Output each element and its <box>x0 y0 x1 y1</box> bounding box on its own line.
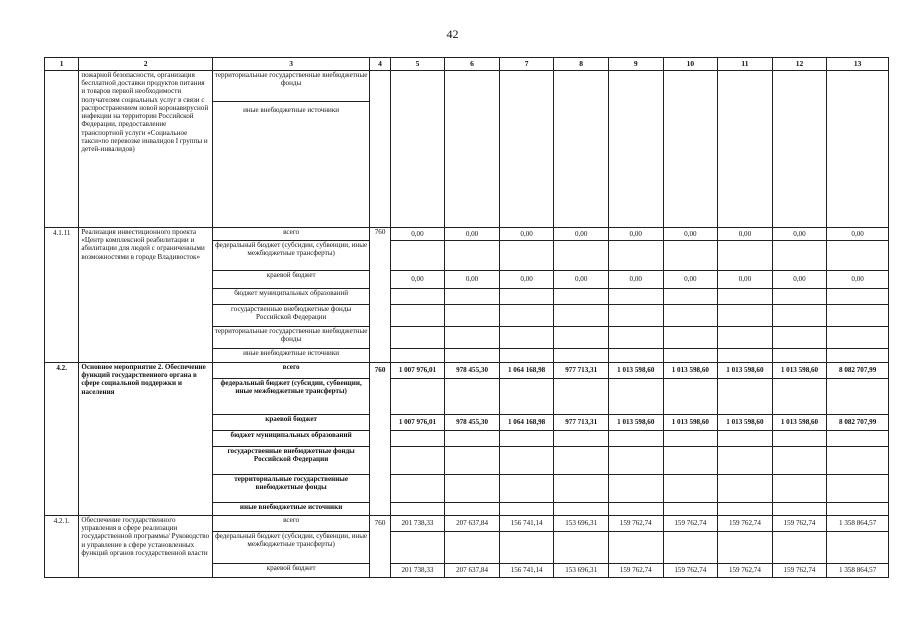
value-cell: 159 762,74 <box>718 516 773 532</box>
value-cell: 0,00 <box>499 228 554 241</box>
budget-table <box>44 57 889 578</box>
value-cell: 201 738,33 <box>390 516 445 532</box>
value-cell: 1 013 598,60 <box>663 415 718 431</box>
value-cell: 0,00 <box>445 271 500 289</box>
header-cell: 1 <box>45 58 79 71</box>
value-cell: 1 064 168,98 <box>499 363 554 379</box>
value-cell: 8 082 707,99 <box>827 415 889 431</box>
value-cell: 1 013 598,60 <box>718 415 773 431</box>
row-number <box>45 71 79 228</box>
activity-name: пожарной безопасности, организация бесплатной доставки продуктов питания и товаров первой необходимости получателям социальных услуг в связи с распространением новой коронавирусной инфекции на территории Российской Федерации, предоставление транспортной услуги «Социальное такси»по перевозке инвалидов I группы и детей-инвалидов) <box>79 71 212 228</box>
value-cell: 0,00 <box>718 228 773 241</box>
header-cell: 2 <box>79 58 212 71</box>
value-cell: 1 013 598,60 <box>663 363 718 379</box>
header-cell: 10 <box>663 58 718 71</box>
funding-source: государственные внебюджетные фонды Российской Федерации <box>212 305 370 327</box>
table-row <box>45 228 889 241</box>
row-number: 4.1.11 <box>45 228 79 363</box>
value-cell: 0,00 <box>608 228 663 241</box>
value-cell: 977 713,31 <box>554 363 609 379</box>
value-cell: 0,00 <box>554 228 609 241</box>
value-cell: 159 762,74 <box>772 564 827 578</box>
value-cell: 8 082 707,99 <box>827 363 889 379</box>
funding-source: краевой бюджет <box>212 271 370 289</box>
value-cell: 159 762,74 <box>663 516 718 532</box>
header-cell: 8 <box>554 58 609 71</box>
header-cell: 13 <box>827 58 889 71</box>
value-cell: 978 455,30 <box>445 415 500 431</box>
value-cell: 0,00 <box>772 228 827 241</box>
value-cell: 156 741,14 <box>499 564 554 578</box>
funding-source: государственные внебюджетные фонды Российской Федерации <box>212 447 370 475</box>
funding-source: федеральный бюджет (субсидии, субвенции, иные межбюджетные трансферты) <box>212 532 370 564</box>
value-cell: 0,00 <box>718 271 773 289</box>
funding-source: иные внебюджетные источники <box>212 102 370 228</box>
header-cell: 12 <box>772 58 827 71</box>
value-cell: 0,00 <box>827 271 889 289</box>
value-cell: 1 013 598,60 <box>608 363 663 379</box>
header-cell: 3 <box>212 58 370 71</box>
value-cell: 1 358 864,57 <box>827 516 889 532</box>
funding-source: всего <box>212 516 370 532</box>
table-row <box>45 363 889 379</box>
funding-source: территориальные государственные внебюджетные фонды <box>212 475 370 503</box>
value-cell: 207 637,84 <box>445 564 500 578</box>
value-cell: 1 013 598,60 <box>718 363 773 379</box>
value-cell: 153 696,31 <box>554 516 609 532</box>
row-number: 4.2.1. <box>45 516 79 578</box>
code-cell: 760 <box>370 228 390 363</box>
value-cell: 207 637,84 <box>445 516 500 532</box>
value-cell: 0,00 <box>663 228 718 241</box>
value-cell: 201 738,33 <box>390 564 445 578</box>
value-cell: 0,00 <box>608 271 663 289</box>
header-cell: 5 <box>390 58 445 71</box>
funding-source: краевой бюджет <box>212 564 370 578</box>
funding-source: всего <box>212 228 370 241</box>
funding-source: иные внебюджетные источники <box>212 349 370 363</box>
value-cell: 159 762,74 <box>718 564 773 578</box>
value-cell: 0,00 <box>445 228 500 241</box>
funding-source: территориальные государственные внебюджетные фонды <box>212 71 370 102</box>
value-cell: 0,00 <box>390 271 445 289</box>
table-row <box>45 71 889 102</box>
activity-name: Основное мероприятие 2. Обеспечение функций государственного органа в сфере социальной поддержки и населения <box>79 363 212 516</box>
value-cell: 1 013 598,60 <box>772 415 827 431</box>
value-cell: 159 762,74 <box>608 516 663 532</box>
funding-source: иные внебюджетные источники <box>212 503 370 516</box>
header-cell: 6 <box>445 58 500 71</box>
header-cell: 4 <box>370 58 390 71</box>
value-cell: 159 762,74 <box>663 564 718 578</box>
value-cell: 159 762,74 <box>772 516 827 532</box>
funding-source: территориальные государственные внебюджетные фонды <box>212 327 370 349</box>
value-cell: 0,00 <box>663 271 718 289</box>
value-cell: 1 007 976,01 <box>390 415 445 431</box>
value-cell: 0,00 <box>499 271 554 289</box>
funding-source: краевой бюджет <box>212 415 370 431</box>
value-cell: 1 013 598,60 <box>772 363 827 379</box>
header-cell: 7 <box>499 58 554 71</box>
value-cell: 1 007 976,01 <box>390 363 445 379</box>
value-cell: 0,00 <box>390 228 445 241</box>
value-cell: 156 741,14 <box>499 516 554 532</box>
code-cell: 760 <box>370 516 390 578</box>
funding-source: бюджет муниципальных образований <box>212 431 370 447</box>
value-cell: 0,00 <box>554 271 609 289</box>
funding-source: федеральный бюджет (субсидии, субвенции, иные межбюджетные трансферты) <box>212 379 370 415</box>
activity-name: Реализация инвестиционного проекта «Центр комплексной реабилитации и абилитации для людей с ограниченными возможностями в городе Владивосток» <box>79 228 212 363</box>
value-cell: 0,00 <box>827 228 889 241</box>
value-cell: 977 713,31 <box>554 415 609 431</box>
value-cell: 1 358 864,57 <box>827 564 889 578</box>
header-cell: 9 <box>608 58 663 71</box>
header-row <box>45 58 889 71</box>
funding-source: бюджет муниципальных образований <box>212 289 370 305</box>
funding-source: всего <box>212 363 370 379</box>
page-number: 42 <box>446 27 459 41</box>
value-cell: 0,00 <box>772 271 827 289</box>
value-cell: 978 455,30 <box>445 363 500 379</box>
value-cell: 153 696,31 <box>554 564 609 578</box>
funding-source: федеральный бюджет (субсидии, субвенции, иные межбюджетные трансферты) <box>212 241 370 271</box>
activity-name: Обеспечение государственного управления в сфере реализации государственной программы/ Руководство и управление в сфере установленных функций органов государственной власти <box>79 516 212 578</box>
value-cell: 1 064 168,98 <box>499 415 554 431</box>
value-cell: 1 013 598,60 <box>608 415 663 431</box>
value-cell: 159 762,74 <box>608 564 663 578</box>
row-number: 4.2. <box>45 363 79 516</box>
table-row <box>45 516 889 532</box>
code-cell: 760 <box>370 363 390 516</box>
header-cell: 11 <box>718 58 773 71</box>
